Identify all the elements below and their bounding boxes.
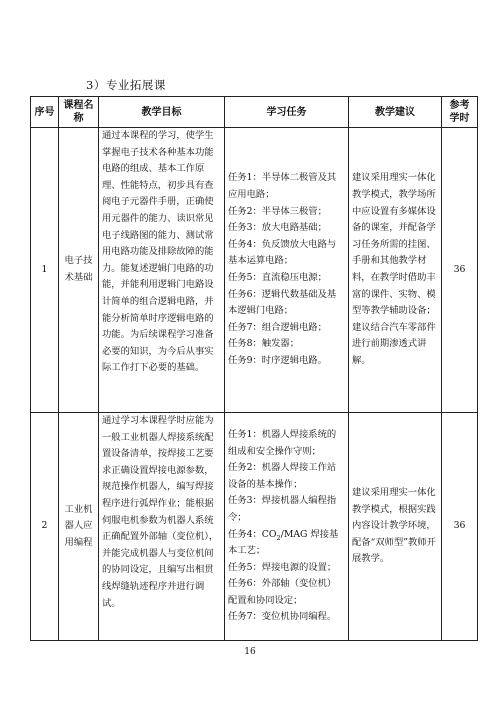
task-item: 任务7：组合逻辑电路； xyxy=(228,321,327,333)
header-tasks: 学习任务 xyxy=(225,97,349,128)
header-objectives: 教学目标 xyxy=(99,97,225,128)
section-title: 3）专业拓展课 xyxy=(86,78,166,92)
task-item: 任务3：焊接机器人编程指令； xyxy=(228,495,337,523)
header-hours: 参考学时 xyxy=(442,97,478,128)
task-item: 任务2：机器人焊接工作站设备的基本操作； xyxy=(228,462,337,490)
course-name: 工业机器人应用编程 xyxy=(59,413,99,641)
row-index: 2 xyxy=(31,413,59,641)
table-row xyxy=(31,128,478,413)
row-index: 1 xyxy=(31,128,59,413)
header-course-name: 课程名称 xyxy=(59,97,99,128)
task-item: 任务8：触发器； xyxy=(228,338,299,350)
tasks-cell xyxy=(225,128,349,413)
task-item: 任务3：放大电路基础； xyxy=(228,222,327,234)
page-number: 16 xyxy=(244,647,256,657)
task-item: 任务5：焊接电源的设置； xyxy=(228,561,337,573)
header-row xyxy=(31,97,478,128)
task-item: 任务5：直流稳压电源； xyxy=(228,272,327,283)
hours-cell: 36 xyxy=(442,128,478,413)
suggestions-cell: 建议采用理实一体化教学模式，根据实践内容设计教学环境，配备“双师型”教师开展教学。 xyxy=(349,413,442,641)
task-item: 任务7：变位机协同编程。 xyxy=(228,611,337,623)
tasks-cell xyxy=(225,413,349,641)
header-suggestions: 教学建议 xyxy=(349,97,442,128)
suggestions-cell: 建议采用理实一体化教学模式，教学场所中应设置有多媒体设备的课室，并配备学习任务所需的挂图、手册和其他教学材料，在教学时借助丰富的课件、实物、模型等教学辅助设备；建议结合汽车零部件进行前期渗透式讲解。 xyxy=(349,128,442,413)
task-item: 任务2：半导体三极管； xyxy=(228,205,327,217)
table-row xyxy=(31,413,478,641)
task-item: 任务6：外部轴（变位机）配置和协同设定； xyxy=(228,578,337,606)
objectives-cell: 通过学习本课程学时应能为一般工业机器人焊接系统配置设备清单，按焊接工艺要求正确设置焊接电源参数，规范操作机器人，编写焊接程序进行弧焊作业；能根据伺服电机参数为机器人系统正确配置外部轴（变位机），并能完成机器人与变位机间的协同设定，且编写出相贯线焊缝轨迹程序并进行调试。 xyxy=(99,413,225,641)
header-index: 序号 xyxy=(31,97,59,128)
task-item: 任务6：逻辑代数基础及基本逻辑门电路； xyxy=(228,288,337,317)
task-item: 任务4：$CO_2$/MAG 焊接基本工艺； xyxy=(228,528,339,557)
task-item: 任务4：负反馈放大电路与基本运算电路； xyxy=(228,238,337,267)
hours-cell: 36 xyxy=(442,413,478,641)
task-item: 任务1：机器人焊接系统的组成和安全操作守则； xyxy=(228,428,337,457)
course-table xyxy=(30,96,478,641)
task-item: 任务1：半导体二极管及其应用电路； xyxy=(228,172,337,201)
course-name: 电子技术基础 xyxy=(59,128,99,413)
objectives-cell: 通过本课程的学习，使学生掌握电子技术各种基本功能电路的组成、基本工作原理、性能特点，初步具有查阅电子元器件手册，正确使用元器件的能力、读识常见电子线路图的能力、测试常用电路功能及排除故障的能力。能复述逻辑门电路的功能，并能利用逻辑门电路设计简单的组合逻辑电路，并能分析简单时序逻辑电路的功能。为后续课程学习准备必要的知识，为今后从事实际工作打下必要的基础。 xyxy=(99,128,225,413)
task-item: 任务9：时序逻辑电路。 xyxy=(228,354,327,366)
